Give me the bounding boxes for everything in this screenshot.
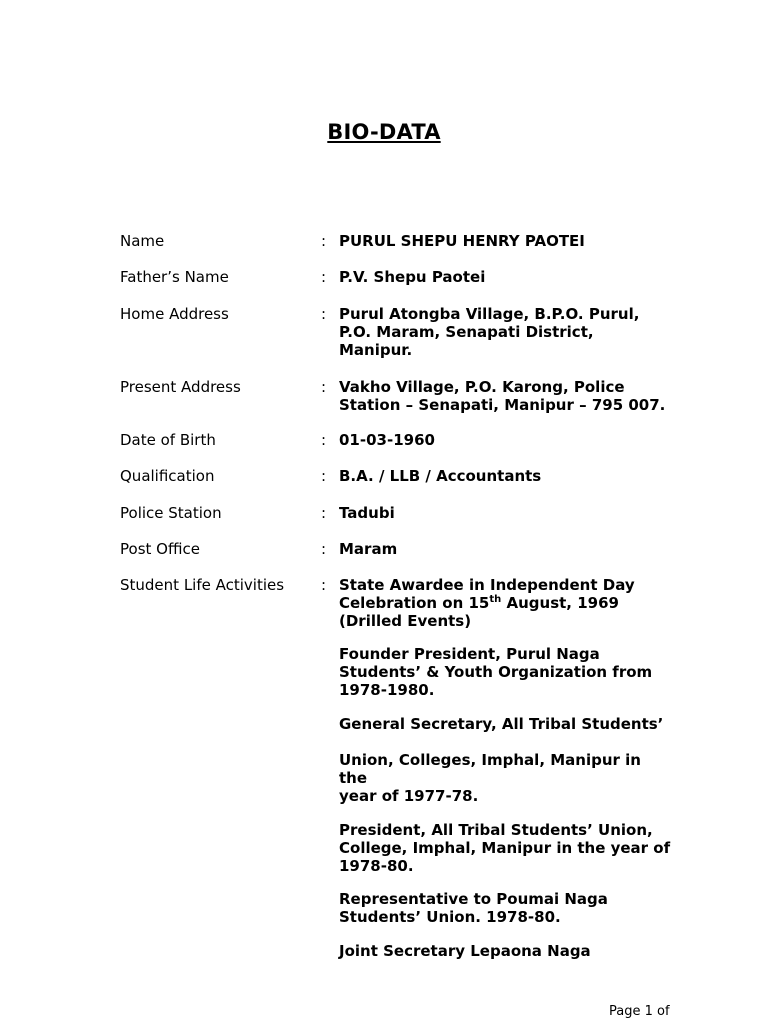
address-line: Vakho Village, P.O. Karong, Police [339,378,625,396]
activity-line: General Secretary, All Tribal Students’ [339,715,664,733]
activity-award [339,576,684,630]
field-separator: : [321,504,327,522]
address-line: P.O. Maram, Senapati District, [339,323,594,341]
activity-line: 1978-80. [339,857,414,875]
field-label: Qualification [120,467,215,485]
ordinal-superscript: th [489,594,502,605]
activity-line: 1978-1980. [339,681,435,699]
activity-line: Union, Colleges, Imphal, Manipur in [339,751,641,769]
address-line: Manipur. [339,341,413,359]
field-separator: : [321,268,327,286]
activity-text: August, 1969 [501,594,619,612]
field-value [339,378,684,414]
field-separator: : [321,467,327,485]
address-line: Purul Atongba Village, B.P.O. Purul, [339,305,640,323]
field-label: Father’s Name [120,268,229,286]
address-line: Station – Senapati, Manipur – 795 007. [339,396,666,414]
activity-line: year of 1977-78. [339,787,479,805]
activity-item [339,942,684,960]
field-label: Student Life Activities [120,576,285,594]
activity-line: Founder President, Purul Naga [339,645,600,663]
field-separator: : [321,540,327,558]
page-number: Page 1 of [609,1004,670,1019]
field-value [339,305,684,359]
field-value: P.V. Shepu Paotei [339,268,486,286]
field-separator: : [321,576,327,594]
field-label: Name [120,232,165,250]
field-value: B.A. / LLB / Accountants [339,467,542,485]
field-label: Home Address [120,305,229,323]
activity-item [339,751,684,805]
field-label: Date of Birth [120,431,216,449]
activity-line: Students’ Union. 1978-80. [339,908,561,926]
activity-item [339,821,684,875]
activity-line: College, Imphal, Manipur in the year of [339,839,671,857]
activity-line [339,594,684,612]
activity-item [339,890,684,926]
field-value: Maram [339,540,398,558]
field-separator: : [321,431,327,449]
field-label: Present Address [120,378,241,396]
activity-line: Representative to Poumai Naga [339,890,608,908]
field-separator: : [321,378,327,396]
activity-line: President, All Tribal Students’ Union, [339,821,653,839]
activity-line: State Awardee in Independent Day [339,576,635,594]
activity-line: the [339,769,368,787]
document-title: BIO-DATA [327,120,441,144]
field-value: Tadubi [339,504,395,522]
activity-line: (Drilled Events) [339,612,472,630]
activity-line: Joint Secretary Lepaona Naga [339,942,591,960]
activity-item [339,645,684,699]
field-value: PURUL SHEPU HENRY PAOTEI [339,232,585,250]
field-label: Police Station [120,504,222,522]
field-separator: : [321,232,327,250]
activity-item [339,715,684,733]
activity-text: Celebration on 15 [339,594,490,612]
activity-line: Students’ & Youth Organization from [339,663,653,681]
field-value: 01-03-1960 [339,431,435,449]
field-label: Post Office [120,540,200,558]
field-separator: : [321,305,327,323]
